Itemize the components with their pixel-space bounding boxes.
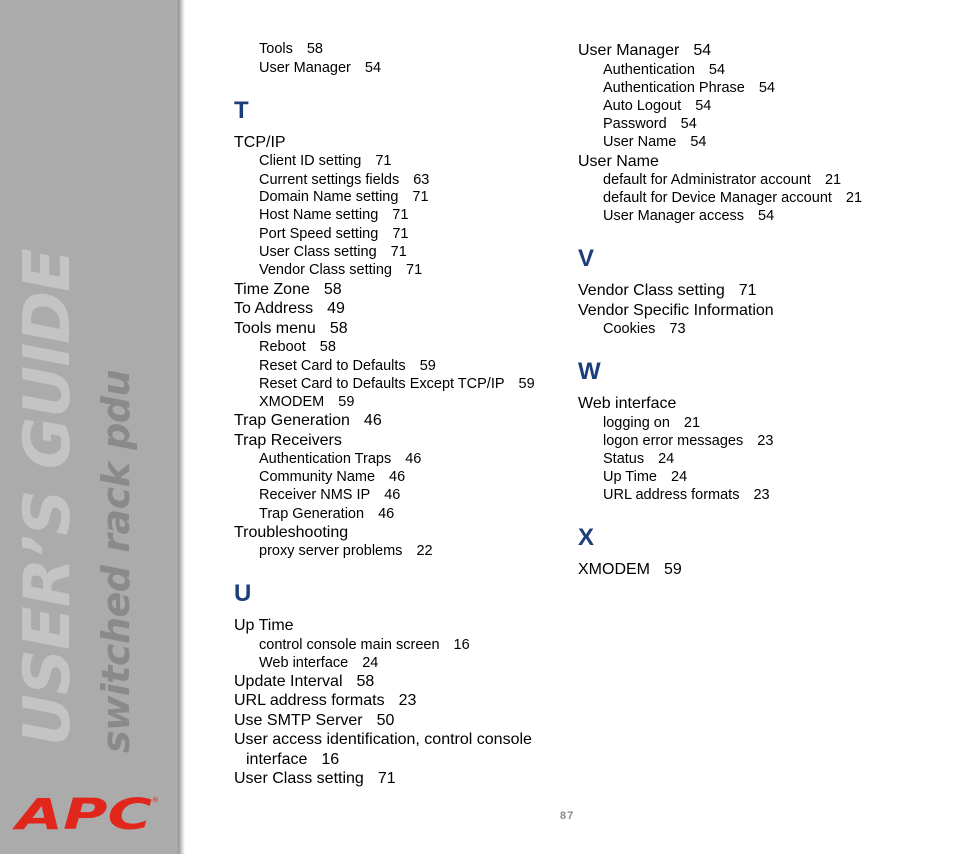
index-term: Authentication Traps [259, 451, 392, 467]
index-subentry [603, 190, 862, 207]
index-term: Reset Card to Defaults [259, 358, 406, 374]
index-subentry [259, 339, 336, 356]
index-entry [234, 281, 342, 299]
index-subentry [259, 207, 408, 224]
index-page-ref: 23 [753, 487, 770, 503]
index-subentry [603, 172, 841, 189]
index-term: Current settings fields [259, 172, 400, 188]
index-letter-heading [578, 525, 594, 551]
index-letter-heading [578, 359, 601, 385]
index-term: XMODEM [578, 561, 650, 578]
index-term: Up Time [234, 617, 294, 634]
index-term: TCP/IP [234, 134, 286, 151]
index-subentry [603, 487, 770, 504]
index-term: Tools menu [234, 320, 316, 337]
index-entry [234, 770, 396, 788]
sidebar-edge-shadow [178, 0, 185, 854]
index-term: URL address formats [234, 692, 385, 709]
index-entry [578, 395, 676, 413]
index-entry [234, 617, 294, 635]
index-subentry [259, 506, 394, 523]
index-page-ref: 24 [671, 469, 688, 485]
page-number: 87 [560, 810, 575, 822]
index-subentry [259, 226, 408, 243]
index-term: Reset Card to Defaults Except TCP/IP [259, 376, 505, 392]
index-term: Community Name [259, 469, 376, 485]
index-subentry [259, 376, 535, 393]
index-term: control console main screen [259, 637, 440, 653]
index-entry [578, 42, 711, 60]
index-subentry [259, 655, 378, 672]
index-subentry [603, 62, 725, 79]
index-subentry [259, 451, 421, 468]
index-term: URL address formats [603, 487, 740, 503]
index-term: V [578, 245, 595, 272]
index-page-ref: 63 [413, 172, 430, 188]
index-page-ref: 21 [845, 190, 863, 206]
index-term: Vendor Class setting [259, 262, 392, 278]
index-term: Password [603, 116, 667, 132]
index-term: proxy server problems [259, 543, 403, 559]
guide-title: USER’S GUIDE [11, 249, 85, 746]
logo-registered-mark: ® [152, 796, 159, 804]
index-page-ref: 58 [319, 339, 336, 355]
index-term: Host Name setting [259, 207, 379, 223]
index-term: T [234, 97, 249, 124]
index-page-ref: 54 [695, 98, 712, 114]
index-term: Trap Receivers [234, 432, 342, 449]
index-term: XMODEM [259, 394, 325, 410]
index-page-ref: 54 [708, 62, 726, 78]
index-subentry [603, 116, 697, 133]
index-entry [234, 712, 394, 730]
index-entry [234, 320, 348, 338]
index-page-ref: 54 [758, 208, 775, 224]
index-term: default for Administrator account [603, 172, 811, 188]
index-page-ref: 59 [518, 376, 535, 392]
guide-subtitle: switched rack pdu [94, 369, 138, 753]
index-term: Port Speed setting [259, 226, 379, 242]
index-subentry [603, 134, 706, 151]
index-term: Authentication Phrase [603, 80, 745, 96]
index-subentry [259, 543, 433, 560]
index-subentry [259, 172, 429, 189]
index-term: User Class setting [234, 770, 364, 787]
index-page-ref: 22 [416, 543, 433, 559]
index-subentry [259, 358, 436, 375]
index-page-ref: 71 [390, 244, 407, 260]
index-term: interface [246, 751, 308, 768]
index-page-ref: 58 [356, 673, 375, 690]
index-page-ref: 46 [378, 506, 395, 522]
index-term: User Name [603, 134, 677, 150]
index-entry [234, 692, 416, 710]
index-subentry [259, 487, 400, 504]
index-page-ref: 71 [392, 226, 409, 242]
index-entry [578, 282, 757, 300]
index-term: X [578, 524, 595, 551]
index-term: Update Interval [234, 673, 343, 690]
index-subentry [259, 469, 405, 486]
index-entry [234, 731, 532, 749]
index-subentry [603, 415, 700, 432]
index-page-ref: 58 [329, 320, 348, 337]
index-term: W [578, 358, 601, 385]
index-term: Vendor Class setting [578, 282, 725, 299]
index-term: User Manager [578, 42, 680, 59]
index-entry [234, 300, 345, 318]
index-term: Reboot [259, 339, 306, 355]
index-term: User Manager [259, 60, 351, 76]
index-entry [234, 432, 342, 450]
index-page-ref: 23 [757, 433, 774, 449]
index-term: Status [603, 451, 645, 467]
index-subentry [259, 153, 392, 170]
index-page-ref: 58 [323, 281, 342, 298]
index-term: Troubleshooting [234, 524, 349, 541]
index-entry [578, 153, 659, 171]
index-page-ref: 59 [338, 394, 355, 410]
index-term: logon error messages [603, 433, 744, 449]
index-page-ref: 71 [738, 282, 757, 299]
index-term: logging on [603, 415, 670, 431]
index-entry [234, 412, 382, 430]
index-term: User Class setting [259, 244, 377, 260]
index-page-ref: 59 [664, 561, 682, 578]
index-entry [234, 134, 286, 152]
index-page-ref: 23 [398, 692, 417, 709]
index-page-ref: 71 [375, 153, 392, 169]
apc-logo [11, 790, 159, 840]
index-page-ref: 54 [364, 60, 382, 76]
index-page-ref: 59 [419, 358, 436, 374]
index-subentry [603, 208, 774, 225]
index-letter-heading [234, 98, 249, 124]
index-page-ref: 16 [321, 751, 340, 768]
index-page-ref: 54 [680, 116, 697, 132]
index-entry [578, 561, 682, 579]
index-term: Trap Generation [259, 506, 365, 522]
index-entry [234, 673, 374, 691]
index-entry [578, 302, 774, 320]
index-letter-heading [234, 581, 251, 607]
index-page-ref: 71 [406, 262, 423, 278]
index-term: User access identification, control console [234, 731, 532, 748]
index-page-ref: 73 [669, 321, 686, 337]
index-page-ref: 71 [412, 189, 429, 205]
index-term: Authentication [603, 62, 695, 78]
index-page-ref: 58 [306, 41, 323, 57]
index-term: Client ID setting [259, 153, 362, 169]
index-page-ref: 54 [690, 134, 707, 150]
index-page-ref: 71 [392, 207, 409, 223]
index-page-ref: 16 [453, 637, 470, 653]
index-subentry [603, 80, 775, 97]
index-subentry [603, 451, 674, 468]
index-subentry [603, 469, 687, 486]
index-subentry [259, 60, 381, 77]
index-entry [234, 524, 348, 542]
logo-text: APC [11, 790, 153, 840]
index-term: Web interface [578, 395, 677, 412]
index-subentry [259, 41, 323, 58]
index-term: Cookies [603, 321, 656, 337]
index-page-ref: 49 [327, 300, 345, 317]
index-subentry [603, 321, 686, 338]
index-page-ref: 54 [758, 80, 776, 96]
index-page-ref: 46 [363, 412, 382, 429]
index-term: User Manager access [603, 208, 745, 224]
index-term: Trap Generation [234, 412, 350, 429]
index-term: Vendor Specific Information [578, 302, 774, 319]
index-page-ref: 46 [405, 451, 422, 467]
index-subentry [259, 394, 354, 411]
index-page-ref: 24 [658, 451, 675, 467]
index-subentry [603, 433, 773, 450]
index-term: Time Zone [234, 281, 310, 298]
index-term: default for Device Manager account [603, 190, 832, 206]
index-subentry [259, 262, 422, 279]
index-term: Domain Name setting [259, 189, 399, 205]
index-entry [246, 751, 339, 769]
index-term: Tools [259, 41, 293, 57]
index-term: U [234, 580, 252, 607]
index-term: Up Time [603, 469, 657, 485]
index-page-ref: 71 [377, 770, 396, 787]
index-subentry [603, 98, 711, 115]
index-letter-heading [578, 246, 594, 272]
index-term: Use SMTP Server [234, 712, 363, 729]
index-term: Auto Logout [603, 98, 682, 114]
index-term: Receiver NMS IP [259, 487, 371, 503]
index-term: Web interface [259, 655, 349, 671]
index-term: To Address [234, 300, 314, 317]
index-page-ref: 46 [384, 487, 401, 503]
index-subentry [259, 637, 470, 654]
index-page-ref: 21 [683, 415, 701, 431]
index-term: User Name [578, 153, 659, 170]
index-page-ref: 50 [376, 712, 395, 729]
index-subentry [259, 189, 429, 206]
index-page-ref: 21 [824, 172, 842, 188]
index-page-ref: 54 [693, 42, 712, 59]
index-page-ref: 24 [362, 655, 379, 671]
index-subentry [259, 244, 407, 261]
index-page-ref: 46 [389, 469, 406, 485]
